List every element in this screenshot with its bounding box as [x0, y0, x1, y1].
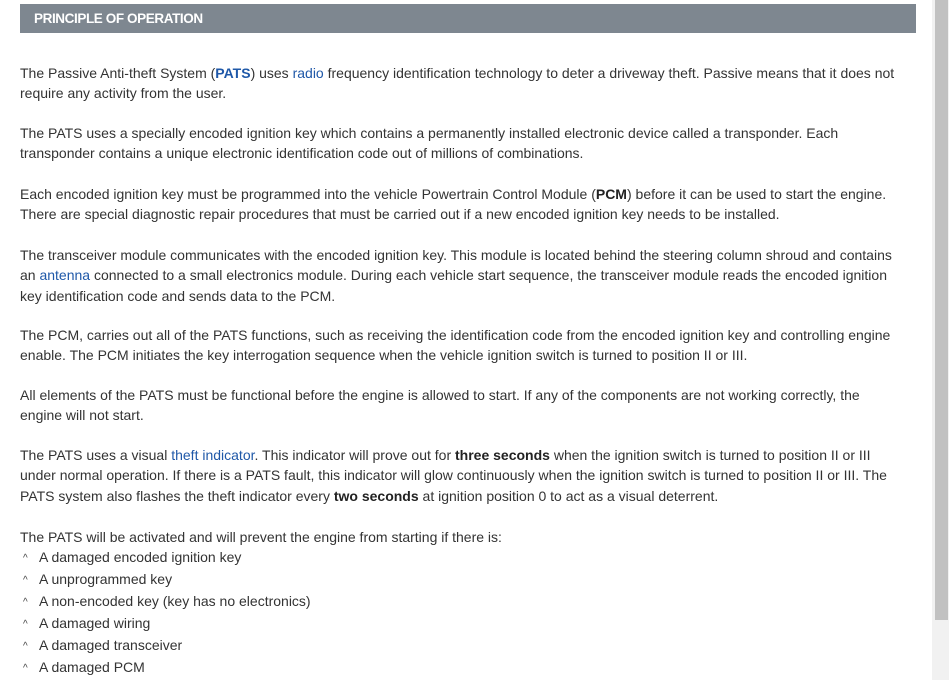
text-line: transponder contains a unique electronic identification code out of millions of combinations.: [20, 145, 584, 162]
text-run: frequency identification technology to deter a driveway theft. Passive means that it does not: [323, 65, 895, 81]
vertical-scrollbar[interactable]: [932, 0, 949, 680]
list-item: [20, 569, 311, 591]
text-line: [20, 63, 894, 83]
document-content: [20, 0, 916, 676]
paragraph-pcm-programming: [20, 184, 886, 225]
scrollbar-thumb[interactable]: [935, 0, 948, 620]
text-line: [20, 445, 887, 465]
text-line: key identification code and sends data to the PCM.: [20, 287, 336, 304]
list-item-text: A unprogrammed key: [39, 571, 173, 588]
paragraph-pcm-functions: [20, 325, 890, 366]
paragraph-encoded-key: [20, 123, 838, 164]
caret-icon: ^: [23, 663, 28, 675]
list-item-text: A damaged transceiver: [39, 637, 183, 654]
text-line: All elements of the PATS must be functional before the engine is allowed to start. If any of the components are not working correctly, the: [20, 387, 860, 403]
list-item-text: A damaged encoded ignition key: [39, 549, 242, 565]
list-item: [20, 613, 311, 635]
text-run: . This indicator will prove out for: [254, 447, 455, 463]
three-seconds-bold: three seconds: [455, 447, 550, 463]
text-line: The PATS will be activated and will prevent the engine from starting if there is:: [20, 529, 502, 545]
paragraph-transceiver: [20, 245, 892, 306]
pcm-bold-term: PCM: [595, 186, 627, 202]
paragraph-pats-intro: [20, 63, 894, 104]
list-item-text: A damaged wiring: [39, 615, 151, 632]
text-line: The transceiver module communicates with the encoded ignition key. This module is located behind the steering column shroud and contains: [20, 247, 892, 263]
text-run: an: [20, 267, 40, 284]
list-item: [20, 547, 311, 569]
text-line: require any activity from the user.: [20, 85, 227, 102]
caret-icon: ^: [23, 597, 28, 609]
text-run: The PATS uses a visual: [20, 447, 172, 463]
text-run: ) before it can be used to start the engine.: [626, 186, 887, 202]
activation-conditions-list: [20, 547, 311, 680]
caret-icon: ^: [23, 619, 28, 631]
text-line: The PCM, carries out all of the PATS functions, such as receiving the identification code from the encoded ignition key and controlling engine: [20, 327, 891, 343]
text-run: connected to a small electronics module. During each vehicle start sequence, the transceiver module reads the encoded ignition: [90, 267, 887, 284]
paragraph-theft-indicator: [20, 445, 887, 506]
text-run: when the ignition switch is turned to position II or III: [549, 447, 871, 463]
caret-icon: ^: [23, 641, 28, 653]
caret-icon: ^: [23, 553, 28, 564]
text-run: Each encoded ignition key must be programmed into the vehicle Powertrain Control Module (: [20, 186, 596, 202]
section-header: [20, 4, 916, 33]
list-item: [20, 591, 311, 613]
text-line: There are special diagnostic repair procedures that must be carried out if a new encoded ignition key needs to be installed.: [20, 206, 780, 223]
radio-link[interactable]: radio: [292, 65, 324, 81]
paragraph-activation-conditions: [20, 527, 502, 547]
list-item-text: A damaged PCM: [39, 659, 145, 676]
theft-indicator-link[interactable]: theft indicator: [171, 447, 255, 463]
antenna-link[interactable]: antenna: [39, 267, 91, 284]
section-title: PRINCIPLE OF OPERATION: [34, 11, 203, 26]
list-item: [20, 635, 311, 657]
text-line: [20, 184, 886, 204]
text-line: The PATS uses a specially encoded ignition key which contains a permanently installed electronic device called a transponder. Each: [20, 125, 839, 141]
text-run: PATS system also flashes the theft indicator every: [20, 487, 334, 504]
list-item: [20, 657, 311, 679]
text-line: engine will not start.: [20, 407, 144, 424]
text-line: enable. The PCM initiates the key interrogation sequence when the vehicle ignition switch is turned to position II or III.: [20, 347, 748, 364]
pats-link[interactable]: PATS: [215, 65, 251, 81]
two-seconds-bold: two seconds: [333, 487, 419, 504]
text-line: under normal operation. If there is a PATS fault, this indicator will glow continuously when the ignition switch is turned to position II or III. The: [20, 467, 887, 484]
text-run: ) uses: [250, 65, 293, 81]
paragraph-functional-elements: [20, 385, 860, 426]
list-item-text: A non-encoded key (key has no electronics): [39, 593, 311, 610]
caret-icon: ^: [23, 575, 28, 587]
text-run: at ignition position 0 to act as a visual deterrent.: [418, 487, 719, 504]
text-line: [20, 486, 887, 506]
text-run: The Passive Anti-theft System (: [20, 65, 216, 81]
text-line: [20, 265, 892, 285]
